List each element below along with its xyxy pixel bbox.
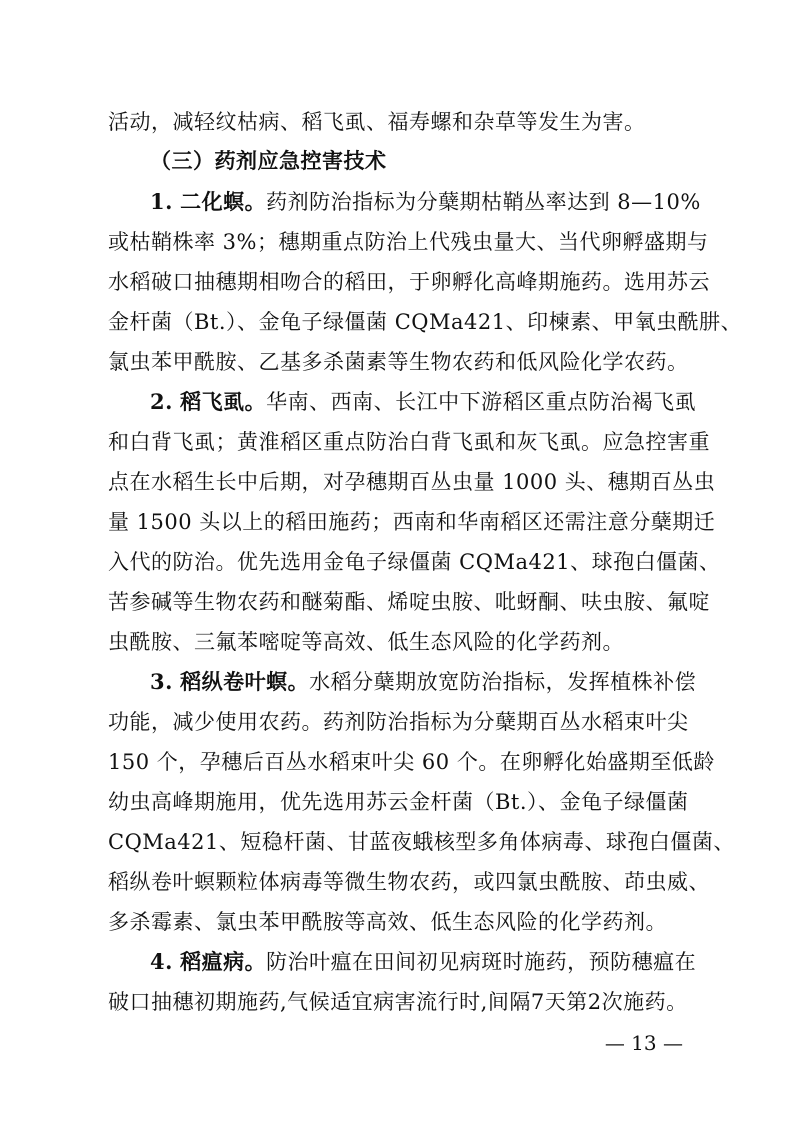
item-1-text: 药剂防治指标为分蘖期枯鞘丛率达到 8—10% xyxy=(266,190,701,214)
item-3-title: 稻纵卷叶螟。 xyxy=(180,669,310,694)
item-1-line: 或枯鞘株率 3%；穗期重点防治上代残虫量大、当代卵孵盛期与 xyxy=(108,230,709,254)
item-2-line: 入代的防治。优先选用金龟子绿僵菌 CQMa421、球孢白僵菌、 xyxy=(108,550,721,574)
item-3-line: 150 个，孕穗后百丛水稻束叶尖 60 个。在卵孵化始盛期至低龄 xyxy=(108,750,715,774)
item-1-number: 1. xyxy=(150,189,173,214)
item-2-line: 量 1500 头以上的稻田施药；西南和华南稻区还需注意分蘖期迁 xyxy=(108,510,716,534)
item-2-first-line xyxy=(150,387,696,417)
item-2-number: 2. xyxy=(150,389,173,414)
item-2-line: 虫酰胺、三氟苯嘧啶等高效、低生态风险的化学药剂。 xyxy=(108,630,624,654)
item-2-line: 和白背飞虱；黄淮稻区重点防治白背飞虱和灰飞虱。应急控害重 xyxy=(108,430,710,454)
item-4-number: 4. xyxy=(150,949,173,974)
item-3-line: 多杀霉素、氯虫苯甲酰胺等高效、低生态风险的化学药剂。 xyxy=(108,910,667,934)
item-3-first-line xyxy=(150,667,696,697)
item-1-line: 氯虫苯甲酰胺、乙基多杀菌素等生物农药和低风险化学农药。 xyxy=(108,350,689,374)
item-3-line: 稻纵卷叶螟颗粒体病毒等微生物农药，或四氯虫酰胺、茚虫威、 xyxy=(108,870,710,894)
item-1-title: 二化螟。 xyxy=(180,189,267,214)
item-4-title: 稻瘟病。 xyxy=(180,949,267,974)
intro-line: 活动，减轻纹枯病、稻飞虱、福寿螺和杂草等发生为害。 xyxy=(108,110,646,134)
page-number: — 13 — xyxy=(604,1031,683,1055)
item-1-first-line xyxy=(150,187,701,217)
item-3-line: 功能，减少使用农药。药剂防治指标为分蘖期百丛水稻束叶尖 xyxy=(108,710,689,734)
item-1-line: 水稻破口抽穗期相吻合的稻田，于卵孵化高峰期施药。选用苏云 xyxy=(108,270,710,294)
item-3-text: 水稻分蘖期放宽防治指标，发挥植株补偿 xyxy=(309,670,697,694)
item-3-line: 幼虫高峰期施用，优先选用苏云金杆菌（Bt.）、金龟子绿僵菌 xyxy=(108,790,689,814)
item-1-line: 金杆菌（Bt.）、金龟子绿僵菌 CQMa421、印楝素、甲氧虫酰肼、 xyxy=(108,310,743,334)
item-2-title: 稻飞虱。 xyxy=(180,389,267,414)
item-4-text: 防治叶瘟在田间初见病斑时施药，预防穗瘟在 xyxy=(266,950,697,974)
item-4-first-line xyxy=(150,947,696,977)
item-2-line: 点在水稻生长中后期，对孕穗期百丛虫量 1000 头、穗期百丛虫 xyxy=(108,470,716,494)
item-3-number: 3. xyxy=(150,669,173,694)
item-2-text: 华南、西南、长江中下游稻区重点防治褐飞虱 xyxy=(266,390,697,414)
item-4-line: 破口抽穗初期施药,气候适宜病害流行时,间隔7天第2次施药。 xyxy=(108,990,688,1014)
section-heading: （三）药剂应急控害技术 xyxy=(150,148,387,173)
item-2-line: 苦参碱等生物农药和醚菊酯、烯啶虫胺、吡蚜酮、呋虫胺、氟啶 xyxy=(108,590,710,614)
item-3-line: CQMa421、短稳杆菌、甘蓝夜蛾核型多角体病毒、球孢白僵菌、 xyxy=(108,830,735,854)
